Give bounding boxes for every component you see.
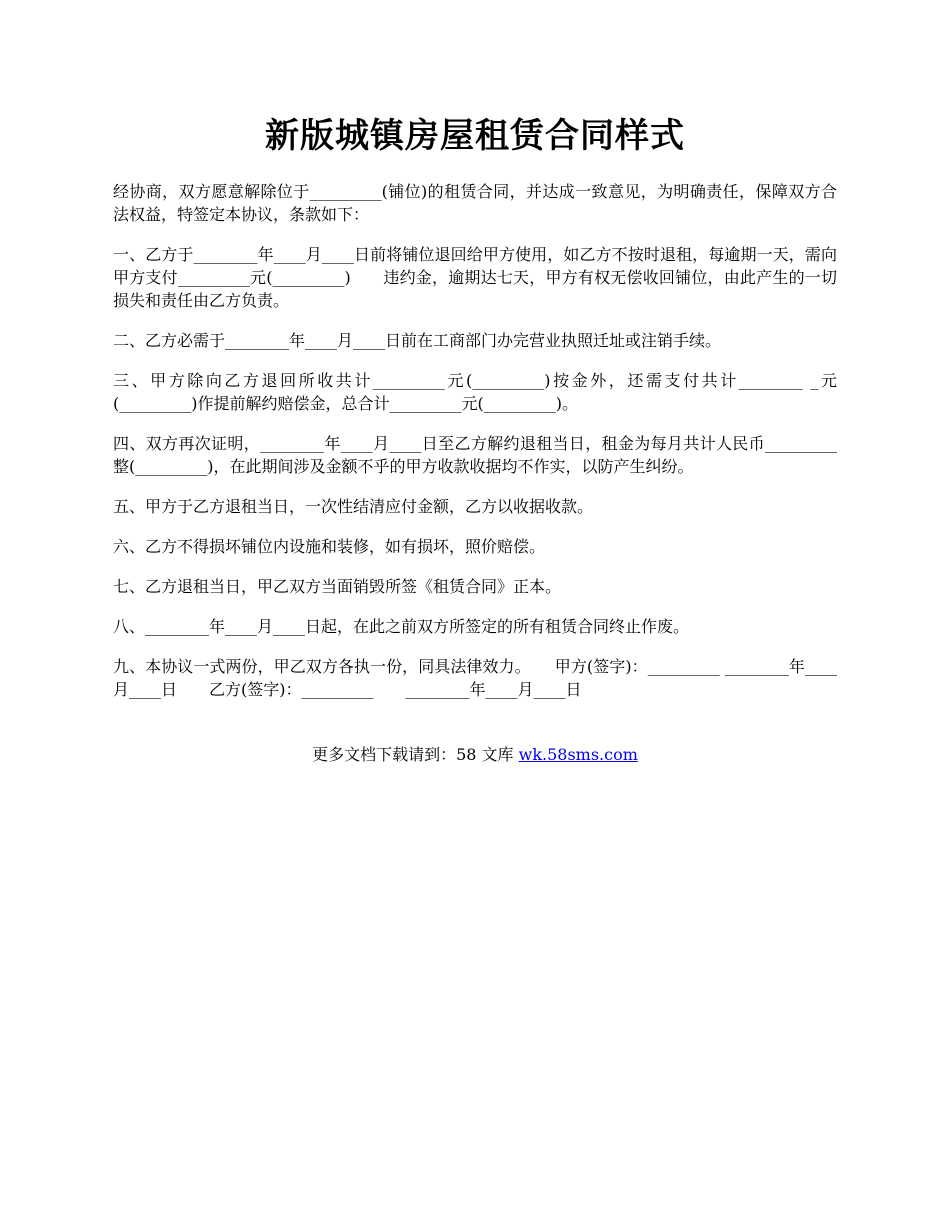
clause-1: 一、乙方于________年____月____日前将铺位退回给甲方使用，如乙方不按时退租，每逾期一天，需向甲方支付_________元(_________) 违约金，逾期达七天，甲方有权无偿收回铺位，由此产生的一切损失和责任由乙方负责。	[113, 245, 837, 310]
clause-9: 九、本协议一式两份，甲乙双方各执一份，同具法律效力。 甲方(签字)：_________ ________年____月____日 乙方(签字)：_________ ________年____月____日	[113, 657, 837, 699]
clause-3: 三、甲方除向乙方退回所收共计_________元(_________)按金外，还需支付共计________ _元(_________)作提前解约赔偿金，总合计_________元(_________)。	[113, 371, 837, 413]
clause-5: 五、甲方于乙方退租当日，一次性结清应付金额，乙方以收据收款。	[113, 497, 594, 516]
intro-paragraph: 经协商，双方愿意解除位于_________(铺位)的租赁合同，并达成一致意见，为明确责任，保障双方合法权益，特签定本协议，条款如下：	[113, 182, 837, 224]
clause-6: 六、乙方不得损坏铺位内设施和装修，如有损坏，照价赔偿。	[113, 537, 546, 556]
document-body	[113, 180, 837, 718]
download-footer	[0, 743, 950, 766]
clause-2: 二、乙方必需于________年____月____日前在工商部门办完营业执照迁址或注销手续。	[113, 331, 722, 350]
clause-8: 八、________年____月____日起，在此之前双方所签定的所有租赁合同终止作废。	[113, 617, 690, 636]
clause-7: 七、乙方退租当日，甲乙双方当面销毁所签《租赁合同》正本。	[113, 577, 562, 596]
footer-link[interactable]: wk.58sms.com	[518, 745, 638, 764]
document-title: 新版城镇房屋租赁合同样式	[265, 116, 685, 156]
clause-4: 四、双方再次证明，________年____月____日至乙方解约退租当日，租金为每月共计人民币_________整(_________)，在此期间涉及金额不乎的甲方收款收据均不作实，以防产生纠纷。	[113, 434, 837, 476]
footer-text: 更多文档下载请到：58 文库	[312, 745, 519, 764]
